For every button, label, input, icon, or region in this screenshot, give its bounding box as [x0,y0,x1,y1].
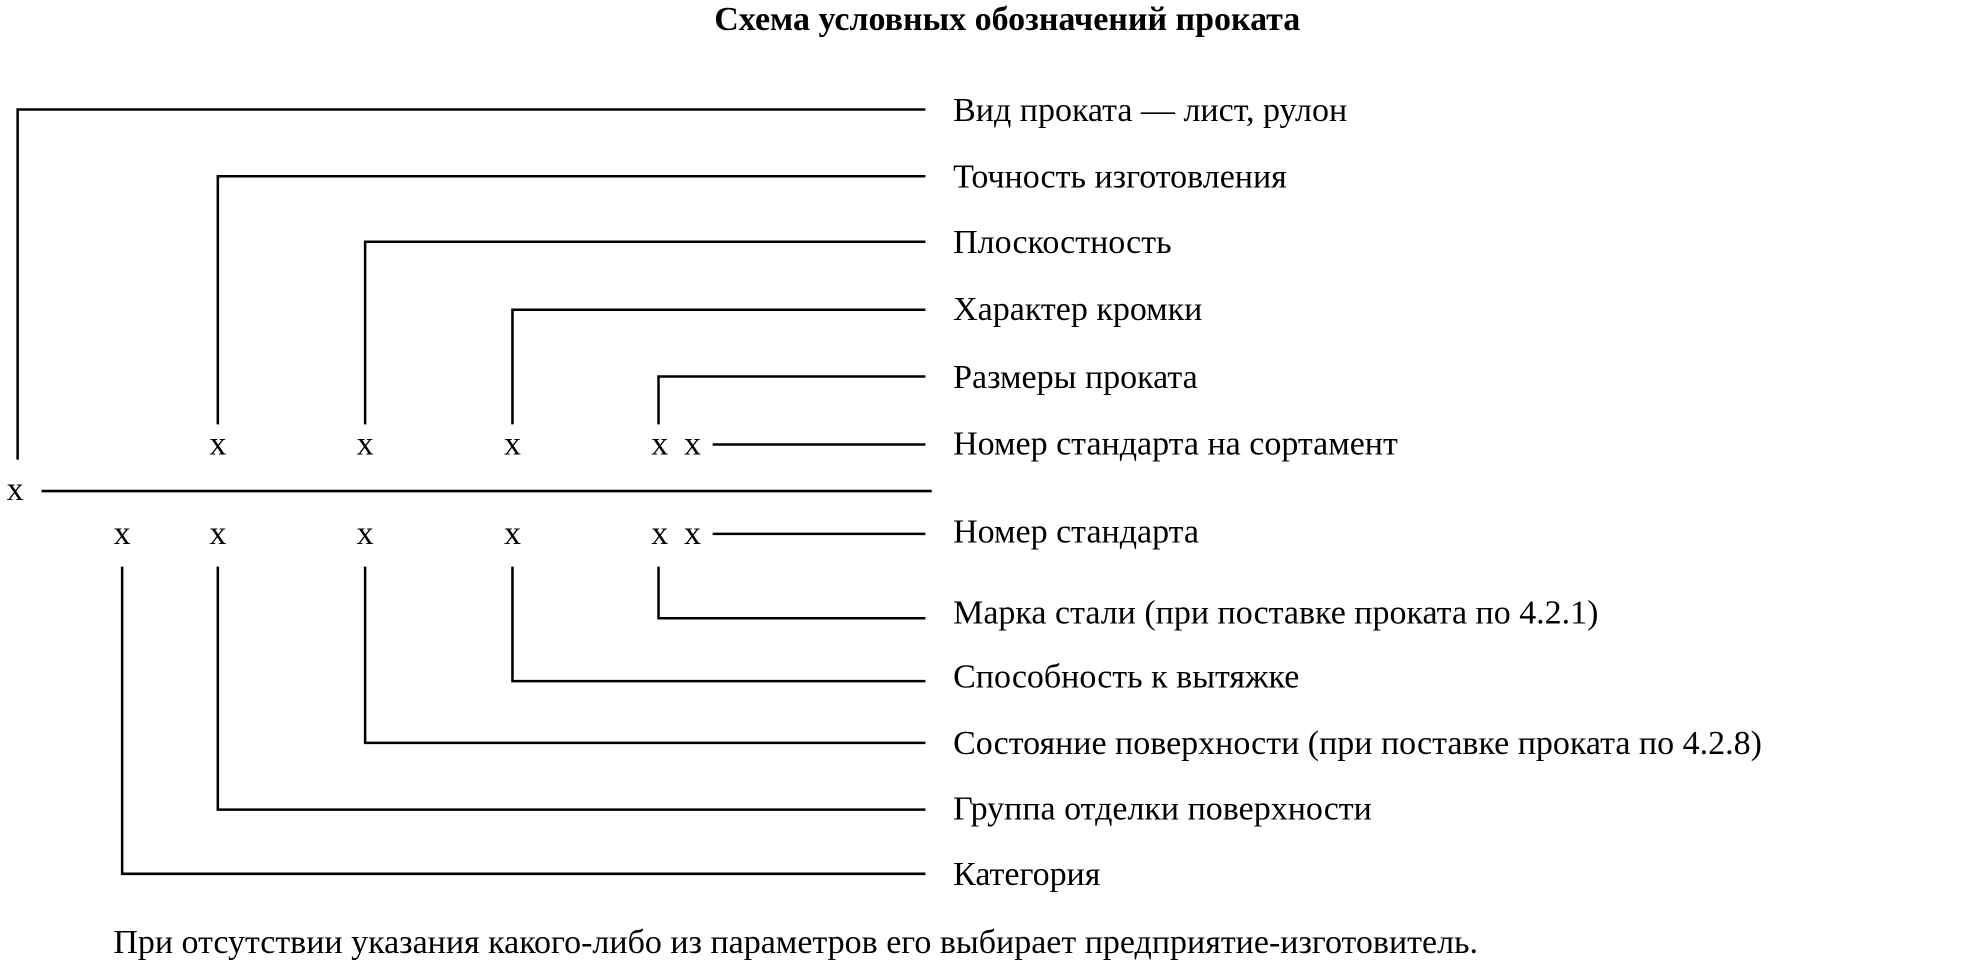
diagram-title: Схема условных обозначений проката [714,1,1301,39]
label-drawability: Способность к вытяжке [953,658,1300,696]
mark-edge: x [503,425,521,463]
mark-steel-grade: x [651,514,669,552]
footnote: При отсутствии указания какого-либо из параметров его выбирает предприятие-изготовитель. [113,924,1479,962]
mark-standard: x [684,514,702,552]
mark-surface-state: x [356,514,374,552]
label-standard: Номер стандарта [953,513,1199,551]
connector-sheet-type [18,110,926,460]
label-assortment-standard: Номер стандарта на сортамент [953,425,1398,463]
label-flatness: Плоскостность [953,224,1172,262]
connector-finish-group [218,567,926,810]
mark-category: x [113,514,131,552]
connector-edge [512,310,925,425]
mark-finish-group: x [209,514,227,552]
connector-surface-state [365,567,925,743]
connector-drawability [512,567,925,682]
connector-precision [218,176,926,424]
mark-drawability: x [503,514,521,552]
label-precision: Точность изготовления [953,158,1287,196]
label-dimensions: Размеры проката [953,358,1198,396]
connector-category [122,567,925,874]
mark-assortment-standard: x [684,425,702,463]
label-finish-group: Группа отделки поверхности [953,790,1372,828]
connector-steel-grade [659,567,926,619]
connector-flatness [365,242,925,425]
label-surface-state: Состояние поверхности (при поставке проката по 4.2.8) [953,725,1762,763]
label-steel-grade: Марка стали (при поставке проката по 4.2.1) [953,594,1599,632]
label-sheet-type: Вид проката — лист, рулон [953,91,1348,129]
connector-dimensions [659,376,926,424]
label-category: Категория [953,856,1101,894]
mark-flatness: x [356,425,374,463]
mark-dimensions: x [651,425,669,463]
mark-precision: x [209,425,227,463]
mark-sheet-type: x [6,470,24,508]
label-edge: Характер кромки [953,290,1203,328]
